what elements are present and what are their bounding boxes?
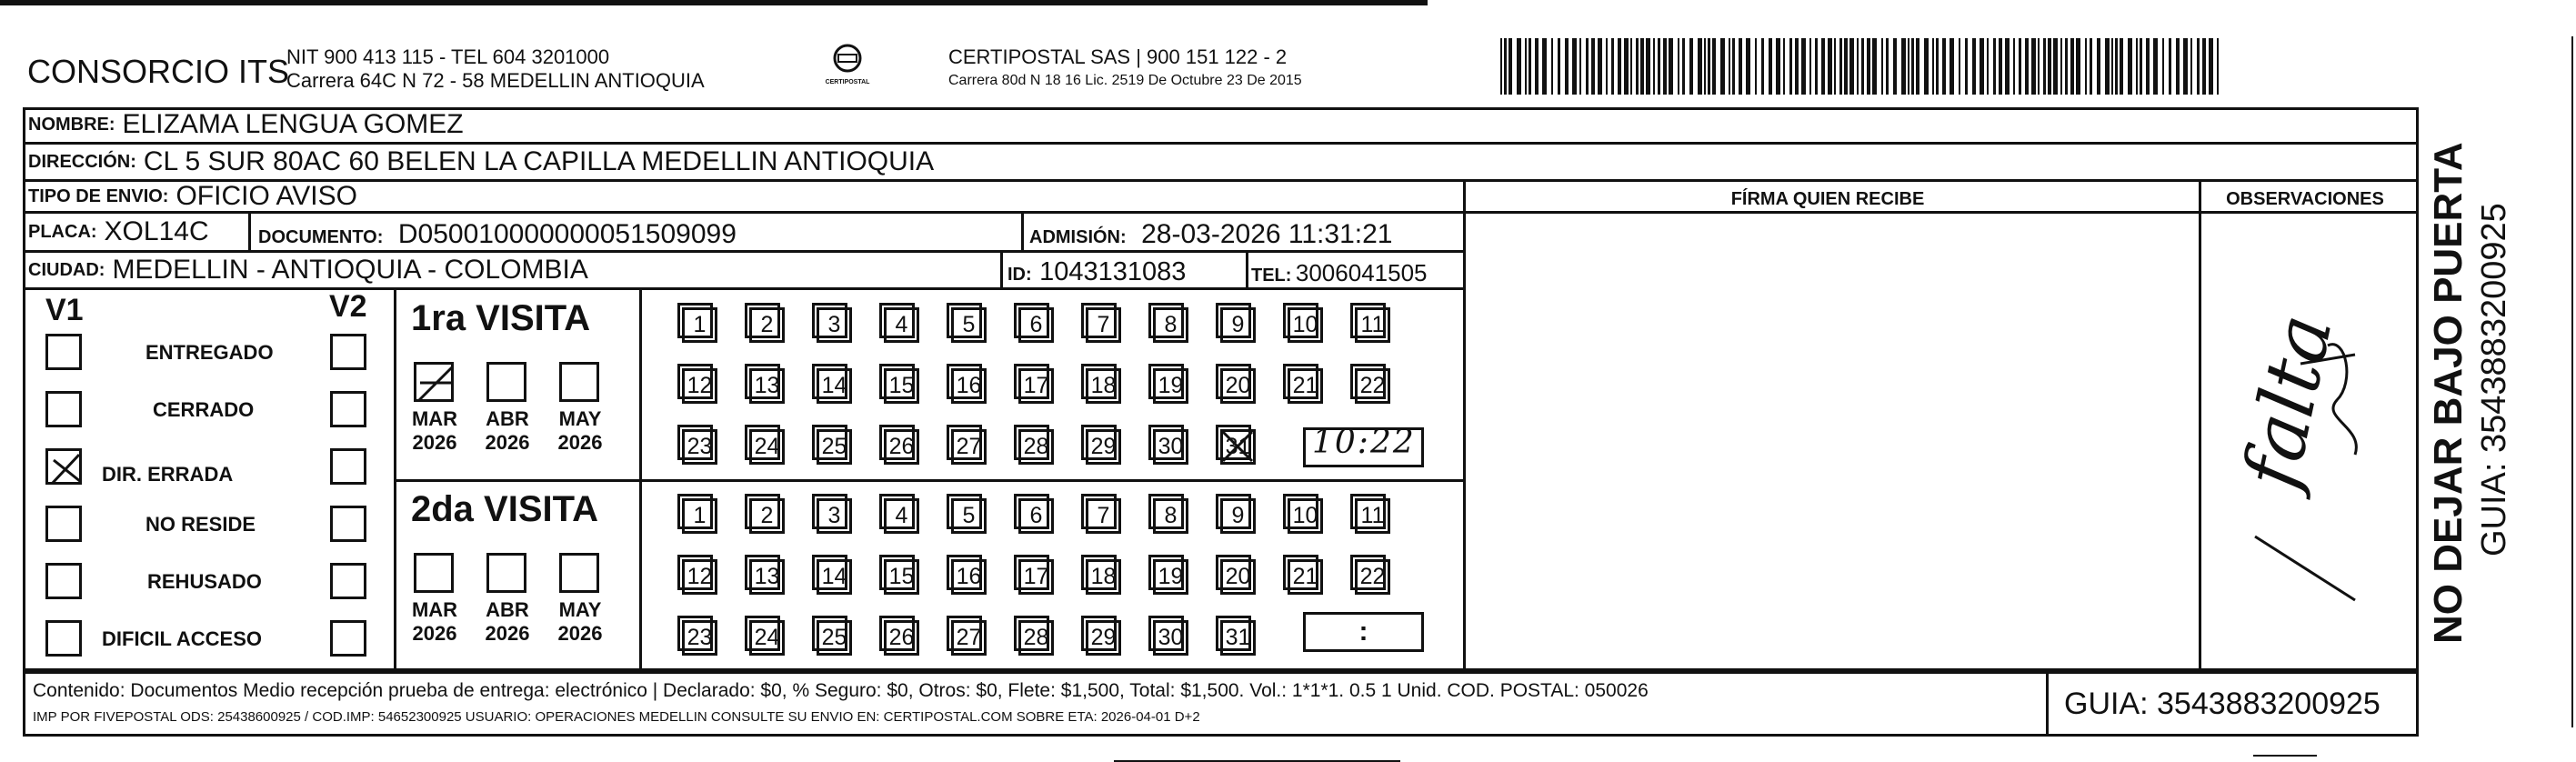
- side-guia: GUIA: 3543883200925: [2475, 203, 2513, 556]
- barcode-bar: [1504, 38, 1507, 95]
- day-box[interactable]: 24: [749, 620, 785, 656]
- day-box[interactable]: 31: [1220, 620, 1256, 656]
- barcode-bar: [2085, 38, 2087, 95]
- v2-checkbox[interactable]: [330, 334, 366, 370]
- bottom-line-b: [2253, 755, 2317, 757]
- month-label: [403, 407, 466, 455]
- row-ciudad: [23, 253, 1465, 290]
- placa-value: XOL14C: [104, 216, 209, 246]
- v1-checkbox[interactable]: [45, 563, 82, 599]
- barcode-bar: [2146, 38, 2150, 95]
- month-name: MAR: [411, 598, 458, 621]
- barcode-bar: [1565, 38, 1569, 95]
- barcode-bar: [1630, 38, 1632, 95]
- day-box[interactable]: 11: [1355, 307, 1390, 343]
- day-box[interactable]: 12: [682, 368, 717, 404]
- admision-cell: [1029, 219, 1392, 250]
- visit-option-label: DIFICIL ACCESO: [102, 627, 263, 650]
- barcode-bar: [2153, 38, 2158, 95]
- day-box[interactable]: 3: [817, 307, 852, 343]
- top-edge-line: [0, 0, 1428, 5]
- day-box[interactable]: 30: [1153, 620, 1188, 656]
- barcode-bar: [2060, 38, 2062, 95]
- barcode-bar: [1535, 38, 1539, 95]
- firma-label: FÍRMA QUIEN RECIBE: [1730, 189, 1925, 209]
- month-year: 2026: [412, 622, 457, 645]
- day-box[interactable]: 22: [1355, 368, 1390, 404]
- barcode-bar: [1669, 38, 1673, 95]
- month-label: [476, 407, 539, 455]
- barcode-bar: [1828, 38, 1832, 95]
- barcode-bar: [1881, 38, 1883, 95]
- barcode-bar: [1678, 38, 1679, 95]
- barcode-bar: [1682, 38, 1685, 95]
- day-box[interactable]: 4: [884, 307, 919, 343]
- first-time-value: 10:22: [1312, 424, 1416, 461]
- barcode-bar: [1886, 38, 1889, 95]
- day-box[interactable]: 3: [817, 498, 852, 534]
- day-box[interactable]: 22: [1355, 559, 1390, 595]
- day-box[interactable]: 23: [682, 620, 717, 656]
- barcode-bar: [1698, 38, 1702, 95]
- day-box[interactable]: 18: [1086, 559, 1121, 595]
- barcode-bar: [2097, 38, 2100, 95]
- barcode-bar: [1867, 38, 1870, 95]
- v2-checkbox[interactable]: [330, 448, 366, 485]
- check-mark-icon: [48, 451, 85, 487]
- barcode-bar: [1598, 38, 1602, 95]
- divider-id: [1000, 253, 1003, 290]
- visit-option-label: ENTREGADO: [145, 341, 274, 364]
- tipo-label: TIPO DE ENVIO:: [28, 185, 169, 206]
- barcode-bar: [2136, 38, 2138, 95]
- day-box[interactable]: 13: [749, 368, 785, 404]
- month-year: 2026: [557, 431, 603, 454]
- logo-emblem-icon: [829, 44, 866, 75]
- day-box[interactable]: 9: [1220, 498, 1256, 534]
- barcode-bar: [1924, 38, 1929, 95]
- day-box[interactable]: 12: [682, 559, 717, 595]
- tel-label: TEL:: [1251, 266, 1292, 286]
- barcode-bar: [1579, 38, 1581, 95]
- id-cell: [1007, 257, 1186, 287]
- divider-obs: [2199, 182, 2201, 671]
- barcode-bar: [1606, 38, 1608, 95]
- second-time-value: :: [1358, 617, 1368, 647]
- company-address: Carrera 64C N 72 - 58 MEDELLIN ANTIOQUIA: [286, 69, 705, 92]
- month-label: [476, 598, 539, 646]
- month-name: ABR: [486, 407, 529, 430]
- barcode-bar: [1636, 38, 1639, 95]
- footer-imp: IMP POR FIVEPOSTAL ODS: 25438600925 / COD.IMP: 54652300925 USUARIO: OPERACIONES MEDELLIN CONSULTE SU ENVIO EN: CERTIPOSTAL.COM SOBRE ETA: 2026-04-01 D+2: [33, 709, 1200, 725]
- barcode-bar: [1712, 38, 1716, 95]
- barcode-bar: [1809, 38, 1811, 95]
- barcode-bar: [1965, 38, 1968, 95]
- barcode-bar: [1916, 38, 1919, 95]
- visit-option-label: CERRADO: [153, 398, 255, 421]
- barcode-bar: [1611, 38, 1614, 95]
- day-box[interactable]: 10: [1288, 498, 1323, 534]
- id-value: 1043131083: [1039, 257, 1187, 286]
- barcode-bar: [1509, 38, 1512, 95]
- divider-firma: [1463, 182, 1466, 671]
- day-box[interactable]: 29: [1086, 620, 1121, 656]
- barcode-bar: [2197, 38, 2200, 95]
- day-box[interactable]: 14: [817, 368, 852, 404]
- barcode-bar: [1849, 38, 1854, 95]
- footer-guia: GUIA: 3543883200925: [2064, 687, 2381, 721]
- barcode-bar: [1801, 38, 1806, 95]
- barcode-bar: [2120, 38, 2123, 95]
- barcode-bar: [2209, 38, 2213, 95]
- month-checkbox[interactable]: [486, 553, 526, 593]
- admision-value: 28-03-2026 11:31:21: [1141, 219, 1393, 249]
- barcode-bar: [1993, 38, 1996, 95]
- barcode-bar: [2038, 38, 2040, 95]
- day-box[interactable]: 7: [1086, 307, 1121, 343]
- v1-checkbox[interactable]: [45, 334, 82, 370]
- barcode-bar: [1653, 38, 1655, 95]
- barcode-bar: [1739, 38, 1742, 95]
- barcode-bar: [2105, 38, 2110, 95]
- day-box[interactable]: 9: [1220, 307, 1256, 343]
- barcode-bar: [1972, 38, 1976, 95]
- divider-placa: [248, 214, 251, 253]
- divider-admision: [1021, 214, 1024, 253]
- handwritten-signature: [2219, 306, 2401, 618]
- month-year: 2026: [485, 431, 530, 454]
- barcode-bar: [2169, 38, 2171, 95]
- barcode-bar: [1901, 38, 1906, 95]
- barcode-bar: [1783, 38, 1785, 95]
- barcode-bar: [1769, 38, 1772, 95]
- row-direccion: [23, 145, 2419, 182]
- nombre-label: NOMBRE:: [28, 114, 115, 135]
- v2-checkbox[interactable]: [330, 620, 366, 657]
- barcode-bar: [1959, 38, 1960, 95]
- day-box[interactable]: 21: [1288, 559, 1323, 595]
- day-box[interactable]: 28: [1018, 429, 1054, 465]
- day-box[interactable]: 23: [682, 429, 717, 465]
- barcode-bar: [1950, 38, 1954, 95]
- month-label: [548, 407, 612, 455]
- nit-line: NIT 900 413 115 - TEL 604 3201000: [286, 45, 610, 68]
- barcode-bar: [2217, 38, 2219, 95]
- day-box[interactable]: 1: [682, 498, 717, 534]
- v1-checkbox[interactable]: [45, 620, 82, 657]
- barcode-bar: [1980, 38, 1984, 95]
- visit-option-label: DIR. ERRADA: [102, 463, 234, 486]
- day-box[interactable]: 10: [1288, 307, 1323, 343]
- day-box[interactable]: 25: [817, 620, 852, 656]
- month-name: ABR: [486, 598, 529, 621]
- barcode-bar: [2115, 38, 2118, 95]
- visit-option-label: NO RESIDE: [145, 513, 256, 536]
- signature-text: falta: [2226, 306, 2350, 496]
- row-nombre: [23, 107, 2419, 145]
- barcode-bar: [1776, 38, 1780, 95]
- barcode-bar: [2128, 38, 2132, 95]
- day-box[interactable]: 6: [1018, 307, 1054, 343]
- barcode-bar: [1720, 38, 1725, 95]
- barcode-bar: [1551, 38, 1553, 95]
- barcode-bar: [2025, 38, 2029, 95]
- barcode-bar: [1834, 38, 1836, 95]
- day-box[interactable]: 11: [1355, 498, 1390, 534]
- barcode-bar: [1704, 38, 1706, 95]
- day-box[interactable]: 31: [1220, 429, 1256, 465]
- barcode-bar: [1572, 38, 1577, 95]
- barcode-bar: [1795, 38, 1799, 95]
- barcode-bar: [1689, 38, 1693, 95]
- barcode-bar: [2031, 38, 2036, 95]
- barcode-bar: [2183, 38, 2188, 95]
- day-box[interactable]: 8: [1153, 307, 1188, 343]
- barcode-bar: [1821, 38, 1825, 95]
- barcode-bar: [1932, 38, 1934, 95]
- day-box[interactable]: 5: [951, 307, 987, 343]
- nombre-value: ELIZAMA LENGUA GOMEZ: [122, 109, 464, 139]
- placa-label: PLACA:: [28, 221, 97, 242]
- certipostal-logo: [823, 44, 872, 93]
- v2-checkbox[interactable]: [330, 506, 366, 542]
- day-box[interactable]: 18: [1086, 368, 1121, 404]
- side-no-dejar: NO DEJAR BAJO PUERTA: [2426, 142, 2471, 644]
- barcode-bar: [1542, 38, 1547, 95]
- v2-label: V2: [329, 289, 367, 324]
- day-box[interactable]: 19: [1153, 559, 1188, 595]
- barcode-bar: [1640, 38, 1644, 95]
- barcode-bar: [1708, 38, 1710, 95]
- day-box[interactable]: 15: [884, 368, 919, 404]
- v2-checkbox[interactable]: [330, 391, 366, 427]
- barcode-bar: [2005, 38, 2010, 95]
- barcode-bar: [1936, 38, 1939, 95]
- tel-cell: [1251, 259, 1428, 287]
- day-box[interactable]: 2: [749, 498, 785, 534]
- barcode-bar: [1893, 38, 1897, 95]
- day-box[interactable]: 2: [749, 307, 785, 343]
- day-box[interactable]: 16: [951, 368, 987, 404]
- barcode-bar: [1586, 38, 1589, 95]
- barcode-bar: [1755, 38, 1757, 95]
- day-box[interactable]: 4: [884, 498, 919, 534]
- barcode-bar: [1844, 38, 1848, 95]
- id-label: ID:: [1007, 265, 1032, 285]
- barcode-bar: [1911, 38, 1914, 95]
- tel-value: 3006041505: [1295, 259, 1428, 286]
- barcode-bar: [2076, 38, 2080, 95]
- barcode-bar: [2053, 38, 2058, 95]
- license-line: Carrera 80d N 18 16 Lic. 2519 De Octubre 23 De 2015: [948, 73, 1302, 88]
- day-box[interactable]: 17: [1018, 559, 1054, 595]
- barcode: [1500, 38, 2223, 95]
- day-box[interactable]: 28: [1018, 620, 1054, 656]
- barcode-bar: [1732, 38, 1735, 95]
- v1-label: V1: [45, 293, 84, 327]
- barcode-bar: [2202, 38, 2206, 95]
- barcode-bar: [1517, 38, 1521, 95]
- barcode-bar: [1789, 38, 1792, 95]
- barcode-bar: [2070, 38, 2074, 95]
- documento-value: D050010000000051509099: [397, 219, 737, 249]
- day-box[interactable]: 13: [749, 559, 785, 595]
- day-box[interactable]: 26: [884, 620, 919, 656]
- barcode-bar: [1618, 38, 1621, 95]
- barcode-bar: [2013, 38, 2015, 95]
- day-box[interactable]: 1: [682, 307, 717, 343]
- barcode-bar: [2190, 38, 2192, 95]
- day-box[interactable]: 29: [1086, 429, 1121, 465]
- barcode-bar: [1624, 38, 1629, 95]
- barcode-bar: [1861, 38, 1864, 95]
- ciudad-value: MEDELLIN - ANTIOQUIA - COLOMBIA: [112, 255, 588, 285]
- month-name: MAY: [558, 407, 602, 430]
- tipo-value: OFICIO AVISO: [175, 181, 357, 211]
- barcode-bar: [1529, 38, 1531, 95]
- barcode-bar: [1500, 38, 1502, 95]
- barcode-bar: [1987, 38, 1989, 95]
- barcode-bar: [2043, 38, 2046, 95]
- month-label: [403, 598, 466, 646]
- barcode-bar: [2048, 38, 2051, 95]
- v1-checkbox[interactable]: [45, 506, 82, 542]
- direccion-label: DIRECCIÓN:: [28, 151, 136, 172]
- day-box[interactable]: 21: [1288, 368, 1323, 404]
- barcode-bar: [1558, 38, 1560, 95]
- day-box[interactable]: 8: [1153, 498, 1188, 534]
- barcode-bar: [1658, 38, 1660, 95]
- barcode-bar: [1908, 38, 1909, 95]
- ciudad-label: CIUDAD:: [28, 259, 105, 280]
- barcode-bar: [1746, 38, 1750, 95]
- divider-visits-horizontal: [394, 479, 1465, 482]
- month-checkbox[interactable]: [486, 362, 526, 402]
- direccion-value: CL 5 SUR 80AC 60 BELEN LA CAPILLA MEDELLIN ANTIOQUIA: [143, 146, 935, 176]
- barcode-bar: [2019, 38, 2021, 95]
- day-box[interactable]: 5: [951, 498, 987, 534]
- second-time-box: [1303, 612, 1424, 652]
- observaciones-label: OBSERVACIONES: [2226, 189, 2384, 209]
- v1-checkbox[interactable]: [45, 448, 82, 485]
- month-checkbox[interactable]: [559, 362, 599, 402]
- day-box[interactable]: 16: [951, 559, 987, 595]
- second-visit-title: 2da VISITA: [411, 489, 598, 529]
- month-year: 2026: [412, 431, 457, 454]
- documento-label: DOCUMENTO:: [258, 227, 384, 247]
- barcode-bar: [1663, 38, 1667, 95]
- barcode-bar: [1942, 38, 1946, 95]
- month-name: MAY: [558, 598, 602, 621]
- first-visit-title: 1ra VISITA: [411, 298, 591, 338]
- day-box[interactable]: 26: [884, 429, 919, 465]
- documento-cell: [258, 219, 737, 250]
- day-check-icon: [1219, 428, 1256, 465]
- barcode-bar: [1839, 38, 1842, 95]
- month-year: 2026: [557, 622, 603, 645]
- company-name: CONSORCIO ITS: [27, 53, 290, 90]
- barcode-bar: [2140, 38, 2142, 95]
- certipostal-line: CERTIPOSTAL SAS | 900 151 122 - 2: [948, 45, 1288, 68]
- check-mark-icon: [416, 365, 456, 405]
- month-label: [548, 598, 612, 646]
- barcode-bar: [1646, 38, 1650, 95]
- barcode-bar: [1815, 38, 1818, 95]
- month-checkbox[interactable]: [414, 553, 454, 593]
- month-checkbox[interactable]: [414, 362, 454, 402]
- month-year: 2026: [485, 622, 530, 645]
- logo-text: CERTIPOSTAL: [825, 79, 870, 85]
- admision-label: ADMISIÓN:: [1029, 227, 1127, 247]
- barcode-bar: [2111, 38, 2113, 95]
- day-box[interactable]: 24: [749, 429, 785, 465]
- barcode-bar: [1525, 38, 1527, 95]
- day-box[interactable]: 20: [1220, 368, 1256, 404]
- barcode-bar: [1729, 38, 1730, 95]
- month-checkbox[interactable]: [559, 553, 599, 593]
- day-box[interactable]: 6: [1018, 498, 1054, 534]
- day-box[interactable]: 7: [1086, 498, 1121, 534]
- barcode-bar: [1761, 38, 1764, 95]
- day-box[interactable]: 17: [1018, 368, 1054, 404]
- day-box[interactable]: 30: [1153, 429, 1188, 465]
- day-box[interactable]: 27: [951, 620, 987, 656]
- barcode-bar: [2162, 38, 2164, 95]
- v1-checkbox[interactable]: [45, 391, 82, 427]
- barcode-bar: [2065, 38, 2068, 95]
- divider-tel: [1246, 253, 1248, 290]
- barcode-bar: [2090, 38, 2092, 95]
- visit-option-label: REHUSADO: [147, 570, 262, 593]
- barcode-bar: [1999, 38, 2002, 95]
- barcode-bar: [2176, 38, 2180, 95]
- day-box[interactable]: 14: [817, 559, 852, 595]
- footer-guia-divider: [2046, 671, 2049, 737]
- barcode-bar: [1591, 38, 1595, 95]
- footer-contenido: Contenido: Documentos Medio recepción prueba de entrega: electrónico | Declarado: $0, % Seguro: $0, Otros: $0, Flete: $1,500, Total: $1,500. Vol.: 1*1*1. 0.5 1 Unid. COD. POSTAL: 050026: [33, 680, 1649, 701]
- day-box[interactable]: 19: [1153, 368, 1188, 404]
- day-box[interactable]: 27: [951, 429, 987, 465]
- day-box[interactable]: 25: [817, 429, 852, 465]
- barcode-bar: [1872, 38, 1877, 95]
- right-edge-line: [2571, 36, 2573, 727]
- month-name: MAR: [411, 407, 458, 430]
- v2-checkbox[interactable]: [330, 563, 366, 599]
- barcode-bar: [1857, 38, 1859, 95]
- day-box[interactable]: 20: [1220, 559, 1256, 595]
- day-box[interactable]: 15: [884, 559, 919, 595]
